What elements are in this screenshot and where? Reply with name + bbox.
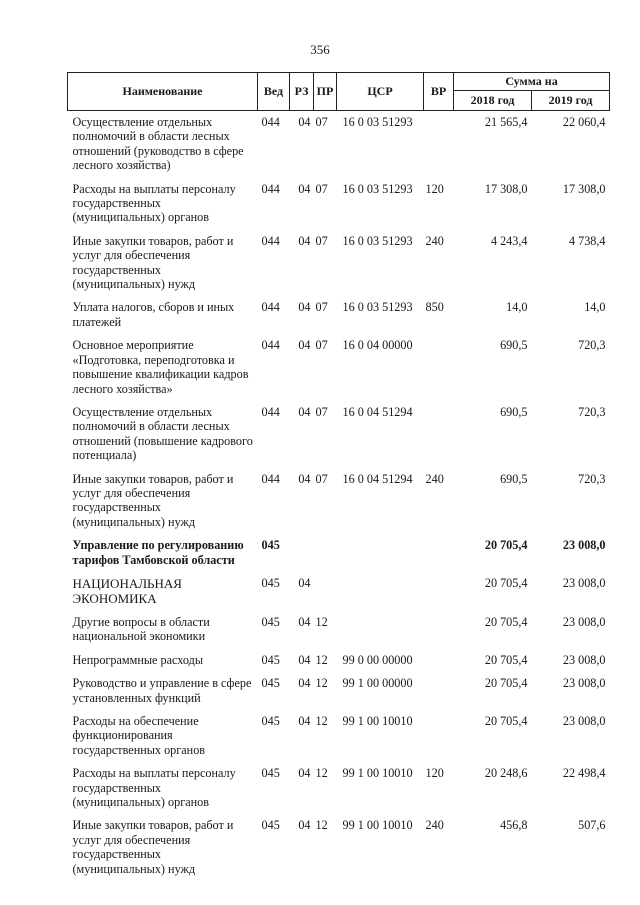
row-pr: 07 bbox=[315, 300, 328, 315]
row-csr: 16 0 04 51294 bbox=[342, 471, 413, 486]
row-ved: 044 bbox=[261, 338, 280, 353]
row-csr bbox=[337, 534, 424, 572]
header-ved: Вед bbox=[258, 73, 290, 111]
table-row-department bbox=[68, 534, 610, 572]
row-csr bbox=[337, 611, 424, 649]
row-name: Расходы на выплаты персоналу государственных (муниципальных) органов bbox=[72, 181, 236, 225]
row-ved: 044 bbox=[261, 233, 280, 248]
row-sum-2018: 690,5 bbox=[500, 471, 528, 486]
row-csr: 16 0 03 51293 bbox=[342, 115, 413, 129]
row-vr bbox=[424, 334, 454, 401]
row-rz: 04 bbox=[298, 575, 311, 590]
row-csr: 99 1 00 00000 bbox=[342, 676, 413, 691]
row-ved: 044 bbox=[261, 300, 280, 315]
row-csr: 16 0 03 51293 bbox=[342, 233, 413, 248]
row-rz: 04 bbox=[298, 818, 311, 833]
row-ved: 045 bbox=[261, 676, 280, 691]
row-ved: 044 bbox=[261, 404, 280, 419]
table-row bbox=[68, 111, 610, 178]
row-sum-2018: 20 705,4 bbox=[484, 538, 528, 553]
row-pr: 07 bbox=[315, 115, 328, 129]
row-rz: 04 bbox=[298, 614, 311, 629]
row-vr bbox=[424, 534, 454, 572]
table-row bbox=[68, 230, 610, 297]
row-vr: 240 bbox=[425, 818, 444, 833]
header-sum: Сумма на bbox=[454, 73, 610, 91]
row-pr: 07 bbox=[315, 181, 328, 196]
row-pr bbox=[314, 534, 337, 572]
row-csr: 16 0 04 51294 bbox=[342, 404, 413, 419]
row-rz: 04 bbox=[298, 181, 311, 196]
row-vr bbox=[424, 572, 454, 611]
table-row bbox=[68, 468, 610, 535]
row-name: Иные закупки товаров, работ и услуг для обеспечения государственных (муниципальных) нужд bbox=[72, 471, 234, 529]
row-name: Непрограммные расходы bbox=[72, 652, 204, 667]
table-row bbox=[68, 178, 610, 230]
row-ved: 045 bbox=[261, 818, 280, 833]
row-sum-2019: 23 008,0 bbox=[562, 575, 606, 590]
row-name: Расходы на выплаты персоналу государственных (муниципальных) органов bbox=[72, 766, 236, 810]
row-name: Осуществление отдельных полномочий в области лесных отношений (руководство в сфере лесного хозяйства) bbox=[72, 115, 244, 173]
page-number: 356 bbox=[310, 42, 330, 57]
row-name: Иные закупки товаров, работ и услуг для обеспечения государственных (муниципальных) нужд bbox=[72, 818, 234, 876]
table-row bbox=[68, 296, 610, 334]
row-csr: 99 1 00 10010 bbox=[342, 818, 413, 833]
row-sum-2018: 690,5 bbox=[500, 338, 528, 353]
row-rz: 04 bbox=[298, 714, 311, 728]
row-rz: 04 bbox=[298, 404, 311, 419]
table-row bbox=[68, 334, 610, 401]
row-sum-2019: 22 498,4 bbox=[562, 766, 606, 781]
row-ved: 044 bbox=[261, 181, 280, 196]
row-name: Другие вопросы в области национальной экономики bbox=[72, 614, 210, 644]
row-name: Уплата налогов, сборов и иных платежей bbox=[72, 300, 235, 329]
row-csr: 16 0 03 51293 bbox=[342, 300, 413, 315]
table-row bbox=[68, 649, 610, 672]
row-vr bbox=[424, 672, 454, 710]
row-sum-2019: 4 738,4 bbox=[568, 233, 606, 248]
row-pr: 07 bbox=[315, 233, 328, 248]
table-row bbox=[68, 611, 610, 649]
table-row bbox=[68, 710, 610, 762]
row-rz: 04 bbox=[298, 233, 311, 248]
row-vr bbox=[424, 611, 454, 649]
row-pr: 07 bbox=[315, 471, 328, 486]
row-csr bbox=[337, 572, 424, 611]
row-pr: 12 bbox=[315, 818, 328, 833]
row-sum-2019: 17 308,0 bbox=[562, 181, 606, 196]
header-csr: ЦСР bbox=[337, 73, 424, 111]
row-sum-2019: 23 008,0 bbox=[562, 676, 606, 691]
row-sum-2018: 456,8 bbox=[500, 818, 528, 833]
row-name: Иные закупки товаров, работ и услуг для обеспечения государственных (муниципальных) нужд bbox=[72, 233, 234, 292]
row-sum-2019: 23 008,0 bbox=[562, 538, 606, 553]
row-name: НАЦИОНАЛЬНАЯ ЭКОНОМИКА bbox=[72, 575, 182, 606]
row-pr: 12 bbox=[315, 652, 328, 667]
row-name: Расходы на обеспечение функционирования государственных органов bbox=[72, 714, 206, 757]
row-vr bbox=[424, 401, 454, 468]
row-sum-2018: 14,0 bbox=[506, 300, 528, 315]
row-rz: 04 bbox=[298, 652, 311, 667]
table-row bbox=[68, 814, 610, 881]
row-pr: 07 bbox=[315, 404, 328, 419]
row-vr bbox=[424, 649, 454, 672]
row-pr: 12 bbox=[315, 714, 328, 728]
row-pr: 12 bbox=[315, 766, 328, 781]
row-vr bbox=[424, 111, 454, 178]
row-sum-2018: 4 243,4 bbox=[490, 233, 528, 248]
row-name: Осуществление отдельных полномочий в области лесных отношений (повышение кадрового потенциала) bbox=[72, 404, 253, 463]
row-sum-2019: 23 008,0 bbox=[562, 652, 606, 667]
row-name: Основное мероприятие «Подготовка, переподготовка и повышение квалификации кадров лесного хозяйства» bbox=[72, 338, 249, 396]
row-ved: 044 bbox=[261, 471, 280, 486]
header-name: Наименование bbox=[68, 73, 258, 111]
row-sum-2018: 20 248,6 bbox=[484, 766, 528, 781]
row-sum-2018: 20 705,4 bbox=[484, 575, 528, 590]
row-sum-2018: 20 705,4 bbox=[484, 676, 528, 691]
table-body bbox=[68, 111, 610, 882]
row-pr bbox=[314, 572, 337, 611]
table-row bbox=[68, 762, 610, 814]
header-vr: ВР bbox=[424, 73, 454, 111]
row-sum-2018: 20 705,4 bbox=[484, 714, 528, 728]
row-sum-2018: 21 565,4 bbox=[484, 115, 528, 129]
row-vr: 240 bbox=[425, 471, 444, 486]
header-pr: ПР bbox=[314, 73, 337, 111]
row-vr: 120 bbox=[425, 766, 444, 781]
row-rz: 04 bbox=[298, 300, 311, 315]
row-rz: 04 bbox=[298, 338, 311, 353]
row-rz: 04 bbox=[298, 471, 311, 486]
header-year-2018: 2018 год bbox=[454, 91, 532, 111]
row-csr: 16 0 03 51293 bbox=[342, 181, 413, 196]
row-sum-2018: 20 705,4 bbox=[484, 614, 528, 629]
row-sum-2019: 720,3 bbox=[578, 338, 606, 353]
row-sum-2019: 22 060,4 bbox=[562, 115, 606, 129]
row-rz: 04 bbox=[298, 676, 311, 691]
row-sum-2018: 690,5 bbox=[500, 404, 528, 419]
row-csr: 99 1 00 10010 bbox=[342, 766, 413, 781]
row-rz: 04 bbox=[298, 766, 311, 781]
row-vr: 120 bbox=[425, 181, 444, 196]
row-rz bbox=[290, 534, 314, 572]
row-csr: 99 1 00 10010 bbox=[342, 714, 413, 728]
row-ved: 045 bbox=[261, 652, 280, 667]
row-sum-2019: 720,3 bbox=[578, 471, 606, 486]
row-ved: 045 bbox=[261, 538, 280, 553]
table-row-section bbox=[68, 572, 610, 611]
table-row bbox=[68, 672, 610, 710]
row-sum-2018: 17 308,0 bbox=[484, 181, 528, 196]
header-rz: РЗ bbox=[290, 73, 314, 111]
row-ved: 045 bbox=[261, 766, 280, 781]
row-vr: 850 bbox=[425, 300, 444, 315]
row-sum-2019: 14,0 bbox=[584, 300, 606, 315]
row-ved: 044 bbox=[261, 115, 280, 129]
table-row bbox=[68, 401, 610, 468]
row-rz: 04 bbox=[298, 115, 311, 129]
row-pr: 12 bbox=[315, 614, 328, 629]
row-name: Руководство и управление в сфере установленных функций bbox=[72, 676, 252, 705]
row-vr: 240 bbox=[425, 233, 444, 248]
row-vr bbox=[424, 710, 454, 762]
row-sum-2019: 720,3 bbox=[578, 404, 606, 419]
row-ved: 045 bbox=[261, 575, 280, 590]
row-pr: 07 bbox=[315, 338, 328, 353]
row-name: Управление по регулированию тарифов Тамбовской области bbox=[72, 538, 244, 567]
row-sum-2019: 507,6 bbox=[578, 818, 606, 833]
budget-table bbox=[67, 72, 610, 881]
table-header bbox=[68, 73, 610, 111]
row-csr: 16 0 04 00000 bbox=[342, 338, 413, 353]
header-year-2019: 2019 год bbox=[532, 91, 610, 111]
row-csr: 99 0 00 00000 bbox=[342, 652, 413, 667]
row-ved: 045 bbox=[261, 714, 280, 728]
row-ved: 045 bbox=[261, 614, 280, 629]
row-sum-2019: 23 008,0 bbox=[562, 714, 606, 728]
row-sum-2019: 23 008,0 bbox=[562, 614, 606, 629]
row-sum-2018: 20 705,4 bbox=[484, 652, 528, 667]
row-pr: 12 bbox=[315, 676, 328, 691]
